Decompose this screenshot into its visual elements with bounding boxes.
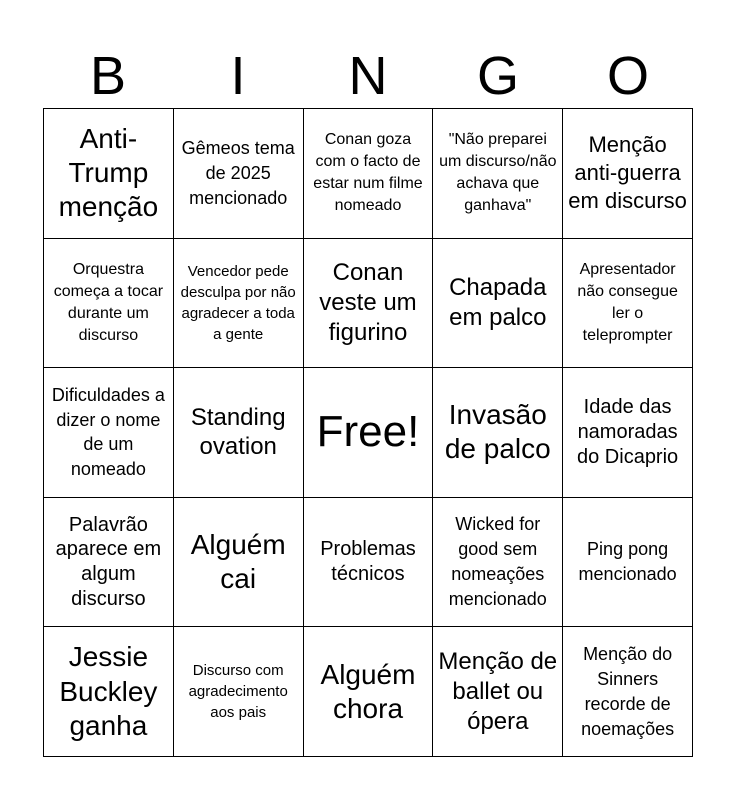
cell-text: Ping pong mencionado: [578, 539, 677, 585]
cell-text: Apresentador não consegue ler o teleprompter: [577, 260, 678, 344]
bingo-cell-r3-c4[interactable]: [433, 368, 563, 498]
bingo-cell-r5-c3[interactable]: [304, 627, 434, 757]
free-space-text: Free!: [316, 407, 420, 457]
bingo-cell-r5-c1[interactable]: [44, 627, 174, 757]
cell-text: Discurso com agradecimento aos pais: [188, 662, 288, 722]
cell-text: Dificuldades a dizer o nome de um nomeado: [51, 384, 165, 480]
cell-text: Gêmeos tema de 2025 mencionado: [181, 138, 295, 208]
cell-text: Chapada em palco: [449, 274, 547, 331]
bingo-header: [43, 44, 693, 108]
bingo-cell-r3-c2[interactable]: [174, 368, 304, 498]
bingo-cell-r1-c1[interactable]: [44, 109, 174, 239]
header-letter-g: G: [476, 46, 519, 106]
bingo-cell-r3-c3-free[interactable]: [304, 368, 434, 498]
cell-text: Conan veste um figurino: [319, 259, 417, 346]
bingo-cell-r4-c3[interactable]: [304, 498, 434, 628]
bingo-cell-r5-c2[interactable]: [174, 627, 304, 757]
cell-text: Palavrão aparece em algum discurso: [55, 513, 162, 610]
cell-text: Anti-Trump menção: [58, 123, 159, 223]
bingo-cell-r1-c5[interactable]: [563, 109, 693, 239]
cell-text: Alguém chora: [320, 658, 416, 724]
cell-text: Menção do Sinners recorde de noemações: [581, 644, 675, 739]
bingo-cell-r4-c5[interactable]: [563, 498, 693, 628]
cell-text: Orquestra começa a tocar durante um discurso: [53, 260, 164, 344]
bingo-cell-r2-c2[interactable]: [174, 239, 304, 369]
bingo-cell-r3-c1[interactable]: [44, 368, 174, 498]
bingo-cell-r4-c2[interactable]: [174, 498, 304, 628]
cell-text: "Não preparei um discurso/não achava que ganhava": [439, 131, 557, 215]
header-letter-b: B: [89, 46, 127, 106]
bingo-cell-r2-c4[interactable]: [433, 239, 563, 369]
bingo-board: [43, 108, 693, 757]
bingo-cell-r4-c1[interactable]: [44, 498, 174, 628]
bingo-cell-r5-c5[interactable]: [563, 627, 693, 757]
cell-text: Standing ovation: [190, 403, 286, 461]
bingo-cell-r4-c4[interactable]: [433, 498, 563, 628]
bingo-cell-r2-c1[interactable]: [44, 239, 174, 369]
cell-text: Jessie Buckley ganha: [59, 641, 158, 741]
cell-text: Problemas técnicos: [320, 538, 416, 586]
cell-text: Vencedor pede desculpa por não agradecer a toda a gente: [180, 262, 296, 343]
cell-text: Menção de ballet ou ópera: [438, 648, 558, 735]
cell-text: Conan goza com o facto de estar num filme nomeado: [313, 131, 423, 215]
cell-text: Idade das namoradas do Dicaprio: [577, 396, 679, 468]
bingo-cell-r3-c5[interactable]: [563, 368, 693, 498]
cell-text: Wicked for good sem nomeações mencionado: [448, 514, 547, 609]
header-letter-o: O: [606, 46, 649, 106]
bingo-cell-r1-c2[interactable]: [174, 109, 304, 239]
bingo-cell-r5-c4[interactable]: [433, 627, 563, 757]
header-letter-n: N: [348, 46, 388, 106]
cell-text: Menção anti-guerra em discurso: [568, 132, 687, 214]
header-letter-i: I: [230, 46, 246, 106]
bingo-cell-r2-c5[interactable]: [563, 239, 693, 369]
cell-text: Alguém cai: [190, 528, 286, 595]
bingo-cell-r2-c3[interactable]: [304, 239, 434, 369]
bingo-cell-r1-c3[interactable]: [304, 109, 434, 239]
bingo-cell-r1-c4[interactable]: [433, 109, 563, 239]
cell-text: Invasão de palco: [444, 399, 551, 465]
